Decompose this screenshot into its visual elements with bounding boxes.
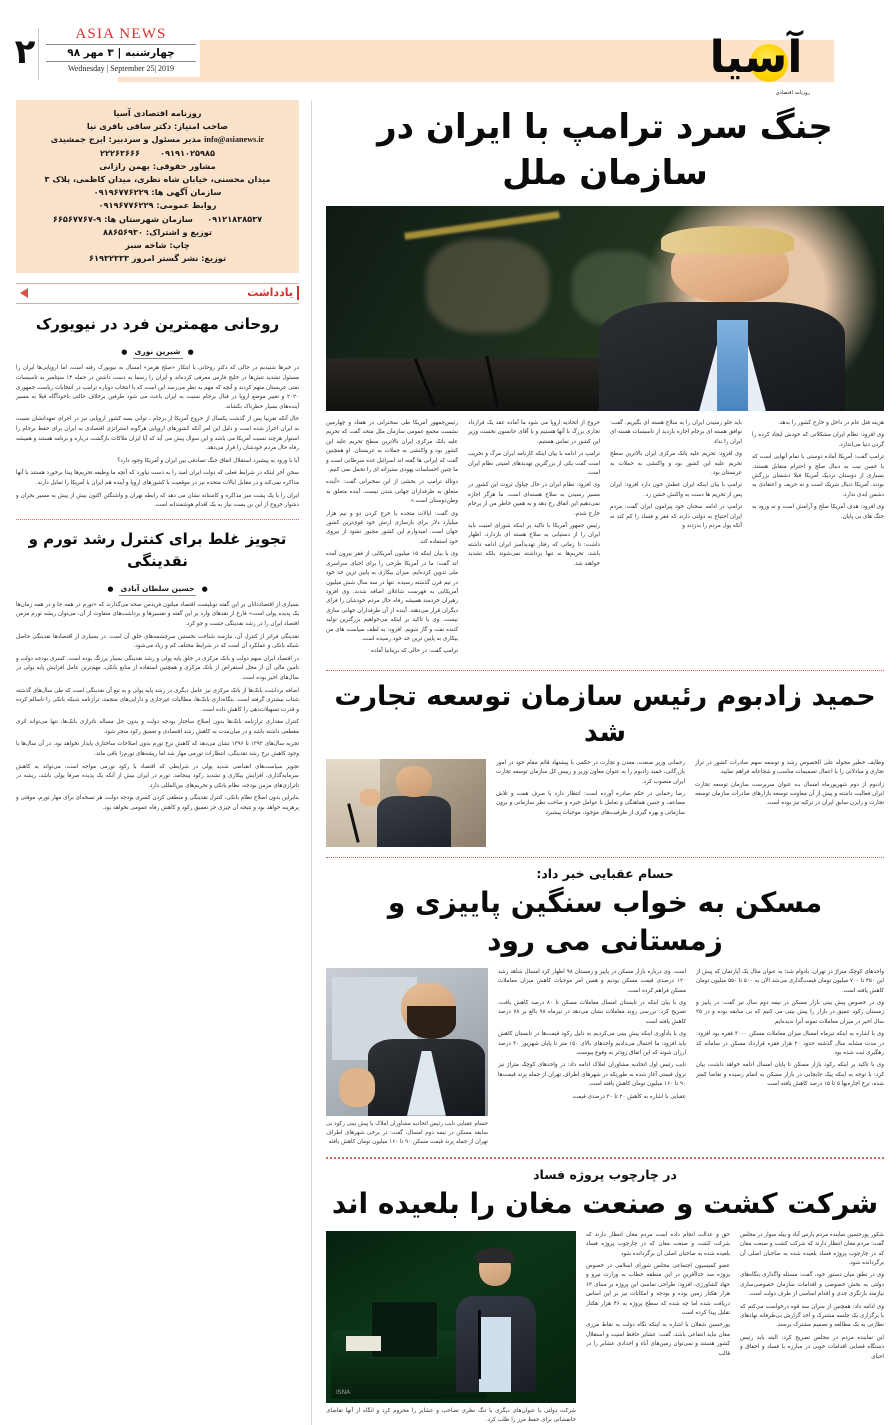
article-maskan bbox=[326, 866, 884, 1147]
note-body bbox=[16, 364, 299, 510]
zadboom-portrait-photo bbox=[326, 759, 486, 847]
oghbaei-portrait-photo bbox=[326, 968, 488, 1116]
masthead bbox=[0, 22, 896, 100]
article-trump-cold-war bbox=[326, 104, 884, 660]
paragraph: بنابراین بدون اصلاح نظام بانکی، کنترل نقدینگی و منطقی کردن کسری بودجه دولت، هر نسخه‌ای برای مهار تورم، موقتی و پرهزینه خواهد بود و نتیجه آن چیزی جز تعمیق رکود و کاهش رفاه عمومی نخواهد بود. bbox=[16, 795, 299, 812]
logo-subtitle: روزنامه اقتصادی bbox=[775, 90, 810, 96]
paragraph: در اقتصاد ایران سهم دولت و بانک مرکزی در خلق پایه پولی و رشد نقدینگی بسیار پررنگ بوده است. کسری بودجه دولت و تامین مالی آن از محل استقراض از بانک مرکزی و همچنین استفاده از منابع بانکی، مهم‌ترین عامل افزایش پایه پولی در سال‌های اخیر بوده است. bbox=[16, 655, 299, 681]
photo-hand bbox=[339, 1068, 375, 1106]
article-zadboom bbox=[326, 679, 884, 847]
photo-microphone bbox=[478, 1310, 481, 1379]
paragraph: هزینه قتل عام در داخل و خارج کشور را بدهد. bbox=[777, 420, 884, 426]
paragraph: رضا رحمانی در حکم صادره آورده است: انتظار دارد با صرف همت و تلاش مضاعف و حسن هماهنگی و تعامل با عوامل خبره و صاحب نظر سازمانی و برون سازمانی و بهره گیری از ظرفیت‌های موجود، موجبات پیشبرد bbox=[496, 790, 685, 816]
paragraph: اضافه برداشت بانک‌ها از بانک مرکزی نیز عامل دیگری در رشد پایه پولی و به تبع آن نقدینگی است که طی سال‌های گذشته شتاب بیشتری گرفته است. بنگاه‌داری بانک‌ها، مطالبات غیرجاری و دارایی‌های منجمد، ترازنامه شبکه بانکی را ناسالم کرده و قدرت تسهیلات‌دهی را کاهش داده است. bbox=[16, 687, 299, 713]
photo-caption: حسام عقبایی نایب رئیس اتحادیه مشاوران املاک با پیش بینی رکود بی سابقه مسکن در نیمه دوم امسال، گفت: در برخی شهرهای اطراف تهران از جمله پرند قیمت مسکن ۹۰ تا ۱۶۰ میلیون تومان کاهش یافته bbox=[326, 1120, 488, 1145]
imprint-line: سازمان آگهی ها: ۰۹۱۹۶۷۷۶۲۲۹ bbox=[93, 187, 222, 198]
paragraph: در خبرها شنیدیم در حالی که دکتر روحانی با ابتکار «صلح هرمز» امسال به نیویورک رفته است، اما اروپایی‌ها ایران را مسئول تشدید تنش‌ها در خلیج فارس معرفی کرده‌اند و ایران را رسما به دست داشتن در حمله ۱۴ سپتامبر به تاسیسات نفتی عربستان متهم کردند و آنچه که مهم به نظر می‌رسد این است که با انتخاب دوباره ترامپ در انتخابات ریاست جمهوری ۲۰۲۰ و تغییر موضع اروپا در قبال برجام نسبت به ایران باعث می شود طرفین برخلاف حالتی باخودآگاه قبلا به مسیر آینده‌های بسیار خطرناک بکشاند. bbox=[16, 365, 299, 410]
paragraph: وی با تاکید بر اینکه رکود بازار مسکن تا پایان امسال ادامه خواهد داشت، بیان کرد: با توجه به اینکه پیک جابجایی در بازار مسکن به اتمام رسیده و تقاضا کمتر شده، نرخ اجاره‌بها ۵ تا ۱۵ درصد کاهش یافته است bbox=[696, 1062, 884, 1088]
photo-hand bbox=[360, 789, 381, 807]
imprint-mobile: ۰۹۱۹۱۰۲۵۹۸۵ bbox=[159, 147, 215, 158]
article-kicker: در چارچوب پروژه فساد bbox=[533, 1166, 677, 1182]
imprint-line: روابط عمومی: ۰۹۱۹۶۷۷۶۲۲۹ bbox=[98, 200, 217, 211]
imprint-email[interactable]: info@asianews.ir bbox=[204, 135, 265, 145]
imprint-line: مشاور حقوقی: بهمن رازانی bbox=[99, 160, 216, 171]
imprint-line: توزیع: نشر گستر امروز ۶۱۹۳۲۳۳۳ bbox=[88, 253, 227, 264]
paragraph: وی افزود: تحریم علیه بانک مرکزی ایران بالاترین سطح تحریم علیه این کشور بود و واکنشی به حملات به عربستان بود. bbox=[610, 451, 742, 477]
paragraph: تجویز سیاست‌های انقباضی شدید پولی در شرایطی که اقتصاد با رکود تورمی مواجه است، می‌تواند به کاهش سرمایه‌گذاری، افزایش بیکاری و تشدید رکود بینجامد. تورم در ایران بیش از آنکه یک پدیده صرفا پولی باشد، ریشه در ناترازی‌های مزمن بودجه، نظام بانکی و تحریم‌های بین‌المللی دارد. bbox=[16, 763, 299, 789]
article-body bbox=[496, 759, 884, 821]
article-column bbox=[740, 1231, 884, 1365]
paragraph: بسیاری از اقتصاددانان بر این گفته نوبلیست اقتصاد میلتون فریدمن صحه می‌گذارند که «تورم در همه جا و در همه زمان‌ها یک پدیده پولی است» فارغ از تقدهای وارد بر این گفته و تفسیرها و برداشت‌های متفاوت از آن، می‌توان ریشه تورم مزمن اقتصاد ایران را در رشد نقدینگی جست و جو کرد. bbox=[16, 601, 299, 627]
photo-monitor bbox=[371, 1301, 438, 1358]
photo-watermark: ISNA bbox=[336, 1388, 351, 1396]
photo-with-caption bbox=[326, 968, 488, 1147]
article-row bbox=[326, 759, 884, 847]
photo-backdrop-accent bbox=[404, 212, 560, 241]
photo-head bbox=[396, 766, 431, 798]
article-column bbox=[586, 1231, 730, 1365]
photo-with-caption bbox=[326, 1231, 576, 1425]
article-column bbox=[496, 759, 685, 821]
paragraph: ترامپ گفت: در حالی که بریتانیا آماده bbox=[371, 648, 458, 655]
flag-date-english: Wednesday | September 25| 2019 bbox=[67, 64, 175, 73]
imprint-line bbox=[25, 133, 290, 146]
logo-wordmark: آسیا bbox=[709, 32, 803, 83]
flag-box bbox=[42, 24, 200, 77]
paragraph: واحدهای کوچک متراژ در تهران، بادوام شد؛ به عنوان مثال یک آپارتمان که پیش از این ۴۵۰ تا ۷۰۰ میلیون تومان قیمت‌گذاری می‌شد الان به ۵۰۰ تا ۵۵۰ میلیون تومان کاهش یافته است. bbox=[696, 968, 884, 994]
paragraph: ترامپ با بیان اینکه ایران عطش خون دارد افزود: ایران پس از تحریم ها دست به واکنش خشن زد. bbox=[610, 482, 742, 498]
paragraph: ترامپ در ادامه با بیان اینکه کارنامه ایران مرگ و تخریب است گفت یکی از بزرگترین تهدیدهای امنیتی نظام ایران است. bbox=[468, 451, 600, 477]
paragraph: رئیس‌جمهور آمریکا طی سخنرانی در هفتاد و چهارمین نشست مجمع عمومی سازمان ملل متحد گفت که تحریم علیه بانک مرکزی ایران بالاترین سطح تحریم علیه این کشور بود و واکنشی به حملات به عربستان. او همچنین گفت که ایرانی ها گفته اند اسرائیل غده سرطانی است و ما چنین احساسات یهودی ستیزانه ای را تحمل نمی کنیم. bbox=[326, 420, 458, 474]
article-body bbox=[326, 419, 884, 660]
note-headline: تجویز غلط برای کنترل رشد تورم و نقدینگی bbox=[28, 529, 287, 570]
photo-shirt bbox=[479, 1317, 512, 1393]
imprint-phone: ۲۲۲۶۳۶۶۶ bbox=[100, 147, 141, 158]
imprint-line: چاپ: شاخه سبز bbox=[125, 240, 190, 251]
sidebar-note-rouhani bbox=[16, 313, 299, 510]
page-number: ۲ bbox=[14, 32, 36, 72]
note-byline-wrap bbox=[16, 339, 299, 359]
paragraph: وی با یادآوری اینکه پیش بینی می‌کردیم به دلیل رکود قیمت‌ها در تابستان کاهش یابد افزود: ما احتمال می‌دادیم واحدهای بالای ۱۵۰ متر تا پایان شهریور ۳۰ درصد ارزان شوند که این اتفاق زودتر به وقوع پیوست. bbox=[498, 1031, 686, 1056]
paragraph: رئیس جمهور آمریکا با تاکید بر اینکه شورای امنیت باید ایران را از دستیابی به سلاح هسته ای بازدارد، اظهار داشت: تا زمانی که رفتار تهدیدآمیز ایران ادامه داشته باشد، تحریم‌ها نه تنها برداشته نمی‌شوند بلکه تشدید خواهند شد. bbox=[468, 523, 600, 567]
photo-caption: شرکت دولتی یا عنوان‌های دیگری با تنگ نظری تصاحب و عشایر را محروم کرد و انگاه از آنها تقاضای جانفشانی برای حفظ مرز را طلب کرد. bbox=[326, 1407, 576, 1423]
paragraph: وی با اشاره به اینکه تیرماه امسال میزان معاملات مسکن ۳۰۰۰ فقره بود افزود: در مدت مشابه سال گذشته حدود ۲۰ هزار فقره قرارداد مسکن در سامانه کد رهگیری ثبت شده بود bbox=[696, 1031, 884, 1056]
note-byline-wrap bbox=[16, 576, 299, 596]
imprint-provinces: سازمان شهرستان ها: ۹-۶۶۵۶۷۷۶۷ bbox=[52, 213, 193, 224]
article-kicker: حسام عقبایی خبر داد: bbox=[536, 865, 674, 881]
article-headline: جنگ سرد ترامپ با ایران در سازمان ملل bbox=[377, 107, 833, 193]
article-body bbox=[498, 968, 884, 1105]
photo-body bbox=[377, 796, 451, 847]
article-column bbox=[695, 759, 884, 821]
photo-hair bbox=[476, 1248, 514, 1263]
paragraph: رحمانی وزیر صنعت، معدن و تجارت در حکمی با پیشنهاد قائم مقام خود در امور بازرگانی، حمید زادبوم را به عنوان معاون وزیر و رییس کل سازمان توسعه تجارت ایران منصوب کرد. bbox=[496, 759, 685, 785]
article-column bbox=[468, 419, 600, 660]
paragraph: دونالد ترامپ در بخشی از این سخنرانی گفت: «آینده متعلق به طرفداران جهانی شدن نیست. آینده متعلق به وطن‌دوستان است.» bbox=[326, 479, 458, 505]
note-byline: حسین سلطان آبادی bbox=[119, 583, 197, 596]
paragraph: نقدینگی فراتر از کنترل آن، نیازمند شناخت نخستین سرچشمه‌های خلق آن است. در بسیاری از اقتصادها نقدینگی حاصل شبکه بانکی و عملکرد آن است که در شرایط مختلف کم و زیاد می‌شود. bbox=[16, 633, 299, 650]
photo-tie bbox=[717, 320, 748, 411]
sidebar-column bbox=[16, 100, 312, 1425]
paragraph: وی افزود: نظام ایران در حال چپاول ثروت این کشور در مسیر رسیدن به سلاح هسته‌ای است. ما هرگز اجازه نمی‌دهیم این اتفاق رخ دهد و به همین خاطر من از برجام خارج شدم. bbox=[468, 482, 600, 517]
article-body bbox=[586, 1231, 884, 1365]
imprint-editor: مدیر مسئول و سردبیر: ایرج جمشیدی bbox=[50, 134, 202, 145]
paragraph: است. وی درباره بازار مسکن در پاییز و زمستان ۹۸ اظهار کرد امسال شاهد رشد ۱۲۰ درصدی قیمت مسکن بودیم و همین امر موجبات کاهش میزان معاملات مسکن فراهم کرده است. bbox=[498, 968, 686, 994]
article-column bbox=[610, 419, 742, 660]
article-separator bbox=[326, 1157, 884, 1159]
bullet-icon: ● bbox=[107, 584, 114, 593]
imprint-line: صاحب امتیاز: دکتر ساقی باقری نیا bbox=[86, 121, 229, 132]
article-row bbox=[326, 968, 884, 1147]
photo-beard bbox=[407, 1006, 456, 1039]
paragraph: وی افزود: نظام ایران مشکلاتی که خودش ایجاد کرده را گردن دنیا می‌اندازد. bbox=[752, 432, 884, 448]
main-column bbox=[312, 100, 884, 1425]
flag-divider bbox=[46, 44, 196, 45]
article-row bbox=[326, 1231, 884, 1425]
newspaper-page bbox=[0, 22, 896, 1423]
paragraph: نایب رئیس اول اتحادیه مشاوران املاک ادامه داد: در واحدهای کوچک متراژ نیز نزول قیمتی آغاز شده به طوریکه در شهرهای اطراف تهران از جمله پرند قیمت‌ها ۹۰ تا ۱۶۰ میلیون تومان کاهش یافته است. bbox=[498, 1062, 686, 1088]
flag-divider-2 bbox=[46, 61, 196, 62]
paragraph: سخن آخر اینکه در شرایط فعلی که دولت ایران امید را به دست نیاورد که آنچه ما وظیفه تحریم‌ها پیدا برخورد هستند با آنها مذاکره نمی‌کند و در مقابل ایالات متحده نیز در موقعیت با کشورهای اروپا و آینده هم ایران با آمریکا را تمایل دارند. bbox=[16, 470, 299, 486]
paragraph: وی در نطق میان دستور خود، گفت: مسئله واگذاری بنگاه‌های دولتی به بخش خصوصی و اقدامات سازمان خصوصی‌سازی نیازمند بازنگری جدی و اقدام اساسی از طرف دولت است. bbox=[740, 1272, 884, 1298]
paragraph: این نماینده مردم در مجلس تصریح کرد: البته باید رئیس دستگاه قضایی اقدامات خوبی در مبارزه با فساد و احقاق و احیای bbox=[740, 1334, 884, 1360]
article-headline: شرکت کشت و صنعت مغان را بلعیده اند bbox=[331, 1186, 879, 1220]
note-body bbox=[16, 601, 299, 814]
trump-un-podium-photo bbox=[326, 206, 884, 411]
paragraph: آیا با ورود به پیشبرد استقلال اتفاق جنگ تصادفی بین ایران و آمریکا وجود دارد؟ bbox=[117, 457, 299, 464]
note-headline: روحانی مهمترین فرد در نیویورک bbox=[35, 315, 280, 334]
article-column bbox=[326, 419, 458, 660]
paragraph: وظایف خطیر محوله علی الخصوص رشد و توسعه سهم صادرات کشور در تراز تجاری و مبادلاتی را با اعمال تصمیمات مناسب و شجاعانه فراهم نمایید. bbox=[695, 759, 884, 776]
flag-date-persian: چهارشنبه | ۳ مهر ۹۸ bbox=[67, 47, 175, 59]
article-column bbox=[696, 968, 884, 1105]
paragraph: وی با بیان اینکه در تابستان امسال معاملات مسکن تا ۸۰ درصد کاهش یافت، تصریح کرد: بررسی روند معاملات نشان می‌دهد در تیرماه ۹۸ بالغ بر ۷۸ درصد کاهش یافته است bbox=[498, 999, 686, 1025]
paragraph: پورحسین شقلان با اشاره به اینکه نگاه دولت به نقاط مرزی مغان نباید انتفاعی باشد، گفت: عشایر حافظ امنیت و استقلال کشور هستند و نمی‌توان زمین‌های آباء و اجدادی عشایر را در قالب bbox=[586, 1322, 730, 1357]
paragraph: ترامپ گفت: آمریکا آماده دوستی با تمام آنهایی است که با حسن نیت به دنبال صلح و احترام متقابل هستند. بسیاری از دوستان نزدیک آمریکا قبلا دشمنان بزرگش بودند. آمریکا دنبال شریک است و نه حریف و اعتقادی به دشمن ابدی ندارد. bbox=[752, 454, 884, 498]
paragraph: وی با بیان اینکه ۱۵ میلیون آمریکایی از فقر بیرون آمده اند گفت: ما در آمریکا طرحی را برای احیای سراسری ملی تدوین کرده‌ایم. میزان بیکاری به پایین ترین حد خود در نیم قرن گذشته رسیده. تنها در سه سال شش میلیون آمریکایی به فهرست شاغلان اضافه شدند. وی افزود رهبران خردمند همیشه رفاه حال مردم خودشان را فرای دیگران قرار می‌دهند. آینده از آن طرفداران جهانی سازی نیست. وی با تاکید بر اینکه می‌خواهیم بزرگترین تولید کننده نفت و گاز شویم. افزود: به لطف سیاست های من بیکاری به پایین ترین حد خود رسیده است. bbox=[326, 551, 458, 642]
page-content bbox=[0, 100, 896, 1425]
photo-speaker-figure bbox=[594, 222, 851, 411]
asia-logo[interactable] bbox=[696, 28, 816, 94]
paragraph: عقبایی با اشاره به کاهش ۲۰ تا ۳۰ درصدی قیمت bbox=[572, 1093, 686, 1100]
paragraph: تجربه سال‌های ۱۳۹۲ تا ۱۳۹۶ نشان می‌دهد که کاهش نرخ تورم بدون اصلاحات ساختاری پایدار نخواهد بود. در آن سال‌ها با وجود کاهش نرخ رشد نقدینگی، انتظارات تورمی مهار شد اما ریشه‌های تورم‌زا باقی ماند. bbox=[16, 741, 299, 758]
bullet-icon: ● bbox=[121, 348, 128, 357]
imprint-line: توزیع و اشتراک: ۸۸۶۵۶۹۳۰ bbox=[103, 226, 212, 237]
article-column bbox=[498, 968, 686, 1105]
photo-microphones bbox=[393, 345, 616, 407]
imprint-line: میدان محسنی، خیابان شاه نظری، میدان کاظمی، پلاک ۳ bbox=[44, 174, 271, 185]
section-label-note: یادداشت bbox=[247, 286, 299, 300]
article-separator bbox=[326, 670, 884, 671]
article-moghan bbox=[326, 1167, 884, 1425]
imprint-box bbox=[16, 100, 299, 273]
article-headline: حمید زادبوم رئیس سازمان توسعه تجارت شد bbox=[334, 680, 876, 748]
triangle-right-icon bbox=[20, 288, 28, 298]
bullet-icon: ● bbox=[201, 584, 208, 593]
paragraph: وی ادامه داد: همچنین از سران سه قوه درخواست می‌کنم که با برگزاری یک جلسه مشترک و اخذ گزارش بی‌طرفانه نهادهای نظارتی به یک مطالعه و تصمیم مشترک برسند. bbox=[740, 1303, 884, 1329]
paragraph: ایران را با یک پشت میز مذاکره و کاستانه نشان می دهد که رابطه تهران و واشنگتن اکنون بیش از پیش به مسیر بحران و دشوار خروج از این بن بست نیاز به یک اقدام هوشمندانه است. bbox=[16, 492, 299, 509]
section-label-bar bbox=[16, 283, 299, 304]
imprint-mobile-2: ۰۹۱۲۱۸۳۸۵۳۷ bbox=[207, 213, 263, 224]
photo-bg-figure-1 bbox=[426, 239, 549, 333]
paragraph: ترامپ در ادامه سخنان خود پیرامون ایران گفت: مردم ایران احتیاج به دولتی دارند که فقر و فساد را کم کند نه آنکه پول مردم را بدزدند و bbox=[610, 504, 742, 530]
note-byline: شیرین نوری bbox=[133, 346, 183, 359]
paragraph: کنترل مقداری ترازنامه بانک‌ها بدون اصلاح ساختار بودجه دولت و بدون حل مساله ناترازی بانک‌ها، تنها می‌تواند اثری مقطعی داشته باشد و در میان‌مدت به کاهش رشد اقتصادی و تعمیق رکود منجر شود. bbox=[16, 719, 299, 735]
paragraph: عضو کمیسیون اجتماعی مجلس شورای اسلامی در خصوص پروژه سد خداآفرین در این منطقه خطاب به وزارت نیرو و جهاد کشاورزی، افزود: طراحی تماسی این پروژه بر مبنای ۶۳ هزار هکتار زمین بوده و بودجه و امکانات نیز بر این اساس دریافت شده اما چه شده که سطح پروژه به ۴۶ هزار هکتار تقلیل پیدا کرده است bbox=[586, 1262, 730, 1316]
flag-title: ASIA NEWS bbox=[75, 26, 167, 42]
paragraph: وی در خصوص پیش بینی بازار مسکن در نیمه دوم سال نیز گفت: در پاییز و زمستان رکود عمیق در بازار را پیش بینی می کنیم که بی سابقه بوده و در ۲۵ سال اخیر در میزان معاملات نمونه آنرا ندیده‌ایم. bbox=[696, 999, 884, 1025]
photo-hair bbox=[661, 226, 794, 254]
paragraph: وی گفت: ایالات متحده با خرج کردن دو و نیم هزار میلیارد دلار برای بازسازی ارتش خود قوی‌ترین کشور جهان است. امیدوارم این کشور مجبور نشود از نیروی خود استفاده کند. bbox=[326, 510, 458, 545]
parliament-speech-photo bbox=[326, 1231, 576, 1403]
paragraph: باید جلو رسیدن ایران را به سلاح هسته ای بگیریم. گفت: توافق هسته ای برجام اجازه بازدید از تاسیسات هسته ای ایران را نداد bbox=[610, 420, 742, 445]
paragraph: حال آنکه تقریبا پس از گذشت یکسال از خروج آمریکا از برجام ، توانی بسه کشور اروپایی نیز در اجرای تعهداتشان نسبت به ایران احراز شده است و دلیل این امر آنکه کشورهای اروپایی هرگونه استراتژی اقتصادی به ایران برای حفظ برجام را استوار هرچند نسبت آمریکا می باشد و این سوال پیش می آید که آیا ایران ملاکات بازگشت درباره و برنامه هستند و همیشه رفاه حال مردم خودشان را قرار می‌دهد. bbox=[16, 416, 299, 452]
article-separator bbox=[326, 857, 884, 858]
bullet-icon: ● bbox=[187, 348, 194, 357]
paragraph: وی افزود: هدف آمریکا صلح و آرامش است و نه ورود به جنگ های بی پایان. bbox=[752, 504, 884, 520]
article-headline: مسکن به خواب سنگین پاییزی و زمستانی می رود bbox=[387, 885, 823, 957]
paragraph: حق و عدالت انجام داده است مردم مغان انتظار دارند که شرکت کشت و صنعت مغان که در چارچوب پروژه فساد بلعیده شده به صاحبان اصلی آن برگردانده شود bbox=[586, 1231, 730, 1257]
paragraph: شکور پورحسین نماینده مردم پارس آباد و بیله سوار در مجلس گفت: مردم مغان انتظار دارند که شرکت کشت و صنعت مغان که در چارچوب پروژه فساد بلعیده شده به صاحبان اصلی آن برگردانده شود. bbox=[740, 1231, 884, 1266]
paragraph: زادبوم از دوم شهریورماه امسال بـه عنوان سرپرست سازمان توسعه تجارت ایران فعالیت داشته و پیش از آن معاونت توسعه بازارهای صادرات سازمان توسعه تجارت و رایزن سابق ایران در ترکیه نیز بوده است. bbox=[695, 781, 884, 807]
paragraph: خروج از اتحادیه اروپا می شود ما آماده عقد یک قرارداد تجاری بزرگ با آنها هستیم و با آقای جانسون نخست وزیر این کشور در تماس هستیم. bbox=[468, 420, 600, 445]
note-separator bbox=[16, 519, 299, 520]
photo-papers bbox=[346, 1336, 381, 1351]
sidebar-note-tavarom bbox=[16, 528, 299, 814]
imprint-line bbox=[25, 147, 290, 160]
article-column bbox=[752, 419, 884, 660]
imprint-line bbox=[25, 213, 290, 226]
imprint-line: روزنامه اقتصادی آسیا bbox=[113, 108, 202, 118]
